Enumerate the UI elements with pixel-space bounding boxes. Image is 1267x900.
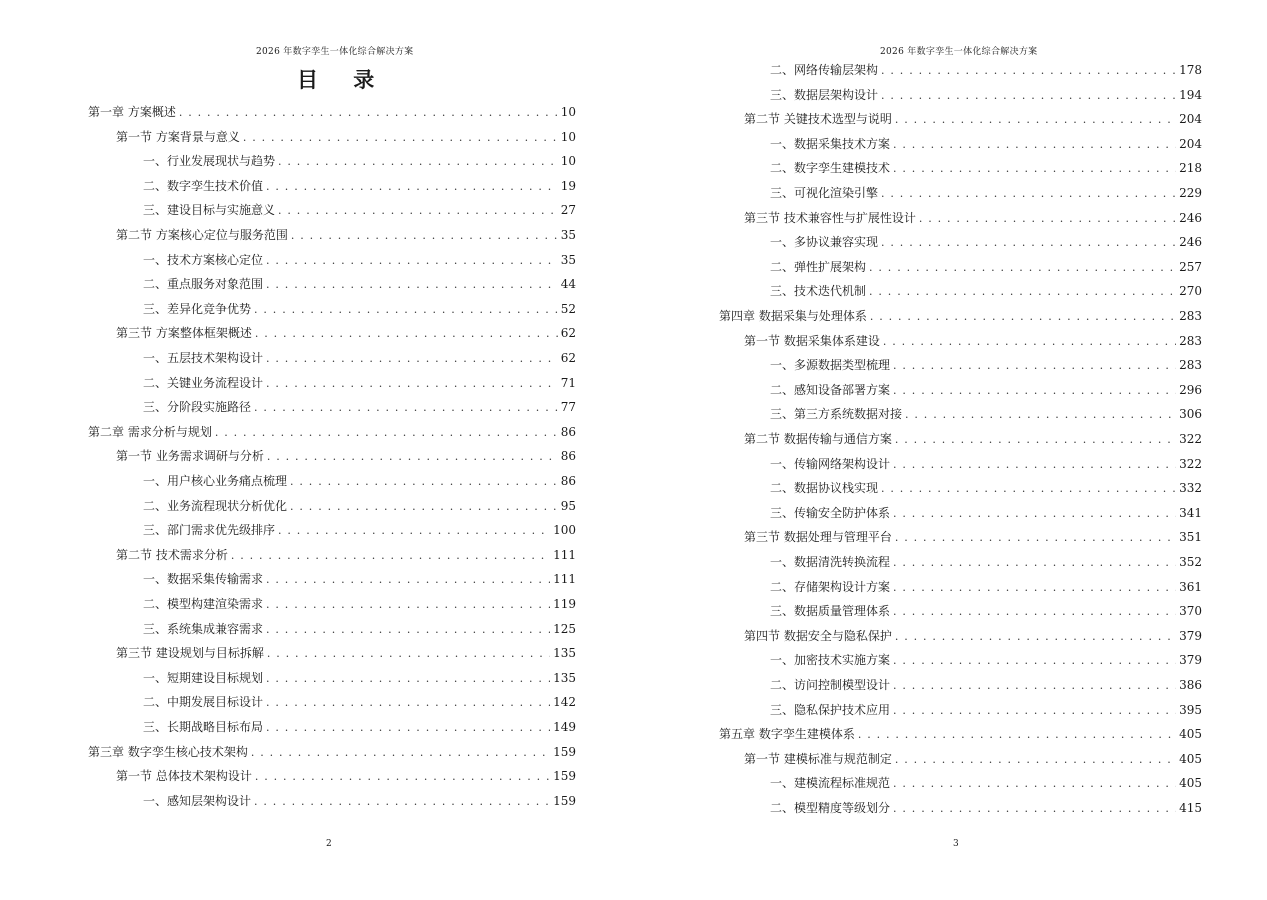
toc-entry-title: 二、数据协议栈实现 bbox=[770, 481, 879, 496]
toc-entry-page: 204 bbox=[1179, 136, 1202, 151]
toc-entry-title: 二、网络传输层架构 bbox=[770, 63, 879, 77]
toc-entry-title: 三、部门需求优先级排序 bbox=[143, 523, 276, 538]
toc-entry-page: 62 bbox=[560, 326, 576, 341]
toc-entry-page: 229 bbox=[1179, 186, 1202, 200]
toc-entry[interactable] bbox=[116, 768, 576, 784]
toc-entry-title: 二、访问控制模型设计 bbox=[770, 678, 891, 692]
toc-entry-page: 77 bbox=[560, 400, 576, 415]
toc-entry-title: 一、数据采集传输需求 bbox=[143, 572, 264, 587]
toc-entry-title: 第二节 关键技术选型与说明 bbox=[744, 112, 892, 127]
toc-leader-dots bbox=[893, 555, 1176, 571]
toc-entry[interactable] bbox=[744, 111, 1202, 127]
toc-entry-page: 283 bbox=[1179, 333, 1202, 348]
toc-entry-page: 71 bbox=[560, 375, 576, 390]
right-page bbox=[633, 0, 1267, 900]
toc-entry[interactable] bbox=[744, 628, 1202, 644]
toc-entry[interactable] bbox=[143, 670, 576, 686]
toc-entry-title: 一、数据采集技术方案 bbox=[770, 136, 891, 151]
toc-entry[interactable] bbox=[770, 456, 1202, 472]
toc-entry-page: 395 bbox=[1179, 702, 1202, 717]
toc-entry-title: 第二节 数据传输与通信方案 bbox=[744, 432, 892, 446]
toc-leader-dots bbox=[266, 671, 550, 687]
toc-entry-title: 一、五层技术架构设计 bbox=[143, 351, 264, 365]
toc-entry-title: 一、多协议兼容实现 bbox=[770, 235, 879, 250]
toc-entry-page: 270 bbox=[1179, 284, 1202, 299]
toc-entry[interactable] bbox=[116, 227, 576, 243]
toc-entry-title: 一、加密技术实施方案 bbox=[770, 653, 891, 668]
toc-leader-dots bbox=[251, 745, 550, 761]
toc-entry[interactable] bbox=[770, 62, 1202, 78]
toc-entry[interactable] bbox=[770, 382, 1202, 398]
left-page bbox=[0, 0, 633, 900]
toc-leader-dots bbox=[883, 334, 1176, 350]
toc-entry-title: 第一章 方案概述 bbox=[88, 105, 176, 119]
page-number: 3 bbox=[953, 839, 959, 849]
toc-entry-page: 351 bbox=[1179, 530, 1202, 545]
toc-entry-page: 370 bbox=[1179, 604, 1202, 619]
toc-entry[interactable] bbox=[770, 136, 1202, 152]
toc-leader-dots bbox=[215, 425, 558, 441]
toc-entry-page: 283 bbox=[1179, 309, 1202, 323]
toc-entry[interactable] bbox=[143, 301, 576, 317]
toc-entry-page: 194 bbox=[1179, 87, 1202, 102]
toc-entry[interactable] bbox=[744, 529, 1202, 545]
toc-entry-page: 159 bbox=[553, 744, 576, 759]
toc-entry[interactable] bbox=[143, 178, 576, 194]
toc-entry-page: 218 bbox=[1179, 161, 1202, 176]
toc-entry[interactable] bbox=[116, 547, 576, 563]
toc-leader-dots bbox=[895, 432, 1176, 448]
toc-entry-page: 100 bbox=[553, 523, 576, 538]
toc-entry-page: 352 bbox=[1179, 555, 1202, 569]
toc-entry-title: 第三节 数据处理与管理平台 bbox=[744, 530, 892, 545]
toc-leader-dots bbox=[243, 130, 558, 146]
toc-entry[interactable] bbox=[770, 775, 1202, 791]
toc-entry[interactable] bbox=[770, 234, 1202, 250]
toc-entry-title: 二、重点服务对象范围 bbox=[143, 277, 264, 292]
toc-leader-dots bbox=[893, 678, 1176, 694]
toc-entry[interactable] bbox=[770, 652, 1202, 668]
toc-entry[interactable] bbox=[744, 431, 1202, 447]
toc-leader-dots bbox=[290, 499, 558, 515]
toc-entry-title: 一、感知层架构设计 bbox=[143, 793, 252, 808]
toc-entry-page: 86 bbox=[560, 474, 576, 488]
toc-entry[interactable] bbox=[88, 424, 576, 440]
toc-leader-dots bbox=[266, 572, 550, 588]
toc-leader-dots bbox=[881, 481, 1176, 497]
toc-leader-dots bbox=[858, 727, 1176, 743]
toc-entry-page: 204 bbox=[1179, 112, 1202, 127]
toc-entry-page: 35 bbox=[560, 252, 576, 267]
toc-entry[interactable] bbox=[744, 333, 1202, 349]
toc-leader-dots bbox=[895, 629, 1176, 645]
toc-leader-dots bbox=[869, 284, 1176, 300]
toc-entry-page: 405 bbox=[1179, 776, 1202, 791]
toc-entry-page: 135 bbox=[553, 670, 576, 685]
toc-entry[interactable] bbox=[770, 87, 1202, 103]
toc-entry-title: 第四章 数据采集与处理体系 bbox=[719, 309, 867, 323]
toc-entry-page: 322 bbox=[1179, 432, 1202, 446]
toc-leader-dots bbox=[254, 302, 558, 318]
toc-entry-page: 322 bbox=[1179, 456, 1202, 471]
toc-entry-page: 135 bbox=[553, 646, 576, 661]
toc-entry-page: 19 bbox=[560, 178, 576, 193]
toc-leader-dots bbox=[266, 376, 558, 392]
toc-entry-page: 379 bbox=[1179, 653, 1202, 668]
toc-entry[interactable] bbox=[116, 129, 576, 145]
toc-leader-dots bbox=[893, 801, 1176, 817]
toc-entry[interactable] bbox=[116, 325, 576, 341]
toc-leader-dots bbox=[290, 474, 558, 490]
toc-entry[interactable] bbox=[770, 800, 1202, 816]
toc-entry[interactable] bbox=[143, 793, 576, 809]
toc-entry[interactable] bbox=[770, 480, 1202, 496]
toc-entry-title: 第三节 建设规划与目标拆解 bbox=[116, 646, 264, 661]
toc-entry-page: 178 bbox=[1179, 63, 1202, 77]
toc-entry-page: 111 bbox=[553, 547, 576, 562]
toc-entry-page: 415 bbox=[1179, 801, 1202, 815]
toc-leader-dots bbox=[266, 277, 558, 293]
toc-entry-title: 第一节 建模标准与规范制定 bbox=[744, 751, 892, 766]
toc-entry-title: 二、弹性扩展架构 bbox=[770, 259, 867, 274]
toc-entry[interactable] bbox=[744, 210, 1202, 226]
toc-leader-dots bbox=[266, 622, 550, 638]
toc-entry-page: 257 bbox=[1179, 259, 1202, 274]
toc-entry-title: 一、传输网络架构设计 bbox=[770, 456, 891, 471]
toc-entry-title: 二、模型构建渲染需求 bbox=[143, 597, 264, 611]
toc-entry[interactable] bbox=[143, 350, 576, 366]
toc-entry-title: 二、存储架构设计方案 bbox=[770, 579, 891, 594]
toc-entry-title: 一、行业发展现状与趋势 bbox=[143, 154, 276, 169]
toc-entry[interactable] bbox=[143, 473, 576, 489]
toc-leader-dots bbox=[893, 457, 1176, 473]
toc-entry-page: 86 bbox=[560, 449, 576, 464]
toc-leader-dots bbox=[255, 769, 550, 785]
toc-leader-dots bbox=[881, 186, 1176, 202]
toc-leader-dots bbox=[266, 351, 558, 367]
toc-leader-dots bbox=[255, 326, 558, 342]
toc-entry[interactable] bbox=[143, 202, 576, 218]
toc-leader-dots bbox=[266, 597, 550, 613]
toc-leader-dots bbox=[254, 400, 558, 416]
toc-entry-page: 159 bbox=[553, 793, 576, 808]
toc-title: 目 录 bbox=[297, 67, 389, 92]
toc-entry-page: 296 bbox=[1179, 382, 1202, 397]
running-header: 2026 年数字孪生一体化综合解决方案 bbox=[880, 47, 1038, 57]
toc-leader-dots bbox=[869, 260, 1176, 276]
toc-entry[interactable] bbox=[770, 185, 1202, 201]
toc-entry[interactable] bbox=[143, 276, 576, 292]
toc-entry[interactable] bbox=[88, 104, 576, 120]
toc-leader-dots bbox=[881, 88, 1176, 104]
toc-leader-dots bbox=[266, 253, 558, 269]
toc-entry-title: 一、多源数据类型梳理 bbox=[770, 358, 891, 373]
toc-leader-dots bbox=[895, 530, 1176, 546]
toc-leader-dots bbox=[893, 137, 1176, 153]
toc-leader-dots bbox=[254, 794, 550, 810]
toc-entry[interactable] bbox=[143, 252, 576, 268]
toc-entry-title: 三、数据层架构设计 bbox=[770, 87, 879, 102]
toc-entry-page: 27 bbox=[560, 203, 576, 218]
toc-entry-title: 二、数字孪生技术价值 bbox=[143, 178, 264, 193]
toc-leader-dots bbox=[881, 235, 1176, 251]
toc-leader-dots bbox=[893, 776, 1176, 792]
toc-leader-dots bbox=[266, 695, 550, 711]
toc-leader-dots bbox=[893, 161, 1176, 177]
toc-entry-title: 第四节 数据安全与隐私保护 bbox=[744, 628, 892, 643]
toc-entry-page: 86 bbox=[560, 424, 576, 439]
toc-entry-title: 三、建设目标与实施意义 bbox=[143, 203, 276, 218]
toc-leader-dots bbox=[893, 580, 1176, 596]
toc-entry-page: 361 bbox=[1179, 579, 1202, 594]
toc-entry[interactable] bbox=[143, 153, 576, 169]
toc-leader-dots bbox=[893, 358, 1176, 374]
toc-entry-page: 142 bbox=[553, 695, 576, 710]
toc-entry[interactable] bbox=[719, 726, 1202, 742]
toc-entry-page: 35 bbox=[560, 228, 576, 242]
toc-entry-title: 一、用户核心业务痛点梳理 bbox=[143, 474, 288, 488]
toc-entry-page: 44 bbox=[560, 277, 576, 292]
toc-leader-dots bbox=[881, 63, 1176, 79]
toc-entry-title: 第三节 技术兼容性与扩展性设计 bbox=[744, 210, 916, 225]
toc-entry-page: 149 bbox=[553, 720, 576, 734]
toc-entry[interactable] bbox=[143, 719, 576, 735]
running-header: 2026 年数字孪生一体化综合解决方案 bbox=[256, 47, 414, 57]
toc-entry-page: 10 bbox=[560, 154, 576, 169]
toc-entry[interactable] bbox=[143, 571, 576, 587]
toc-entry-page: 119 bbox=[553, 597, 576, 611]
toc-entry-page: 405 bbox=[1179, 727, 1202, 742]
toc-entry-title: 第三章 数字孪生核心技术架构 bbox=[88, 744, 248, 759]
toc-leader-dots bbox=[278, 523, 550, 539]
toc-entry[interactable] bbox=[770, 505, 1202, 521]
toc-entry[interactable] bbox=[116, 645, 576, 661]
toc-entry-page: 306 bbox=[1179, 407, 1202, 422]
toc-entry-title: 三、分阶段实施路径 bbox=[143, 400, 252, 415]
toc-leader-dots bbox=[893, 703, 1176, 719]
toc-entry-page: 246 bbox=[1179, 235, 1202, 250]
toc-entry-title: 一、技术方案核心定位 bbox=[143, 252, 264, 267]
toc-entry[interactable] bbox=[143, 498, 576, 514]
toc-entry-page: 283 bbox=[1179, 358, 1202, 373]
toc-leader-dots bbox=[291, 228, 558, 244]
toc-entry-title: 第三节 方案整体框架概述 bbox=[116, 326, 252, 341]
toc-entry-title: 三、数据质量管理体系 bbox=[770, 604, 891, 619]
toc-leader-dots bbox=[893, 604, 1176, 620]
toc-entry-title: 二、感知设备部署方案 bbox=[770, 382, 891, 397]
toc-entry-title: 三、技术迭代机制 bbox=[770, 284, 867, 299]
toc-entry-title: 第一节 总体技术架构设计 bbox=[116, 769, 252, 784]
toc-entry-title: 三、系统集成兼容需求 bbox=[143, 621, 264, 636]
toc-leader-dots bbox=[893, 653, 1176, 669]
toc-entry[interactable] bbox=[770, 406, 1202, 422]
toc-entry[interactable] bbox=[770, 554, 1202, 570]
toc-entry-title: 二、中期发展目标设计 bbox=[143, 695, 264, 710]
toc-entry-title: 第二节 技术需求分析 bbox=[116, 547, 228, 562]
toc-entry[interactable] bbox=[116, 448, 576, 464]
toc-entry[interactable] bbox=[770, 160, 1202, 176]
toc-entry-page: 95 bbox=[560, 498, 576, 513]
toc-entry-title: 三、可视化渲染引擎 bbox=[770, 186, 879, 200]
toc-leader-dots bbox=[893, 506, 1176, 522]
toc-entry-title: 第二章 需求分析与规划 bbox=[88, 424, 212, 439]
toc-entry-title: 三、传输安全防护体系 bbox=[770, 505, 891, 520]
toc-leader-dots bbox=[267, 449, 558, 465]
toc-leader-dots bbox=[905, 407, 1176, 423]
toc-entry-title: 第五章 数字孪生建模体系 bbox=[719, 727, 855, 742]
toc-entry-title: 三、差异化竞争优势 bbox=[143, 301, 252, 316]
toc-entry-title: 二、数字孪生建模技术 bbox=[770, 161, 891, 176]
toc-entry-page: 159 bbox=[553, 769, 576, 784]
toc-leader-dots bbox=[278, 154, 558, 170]
toc-entry[interactable] bbox=[143, 522, 576, 538]
toc-entry[interactable] bbox=[770, 677, 1202, 693]
toc-leader-dots bbox=[893, 383, 1176, 399]
toc-entry-page: 125 bbox=[553, 621, 576, 636]
toc-entry[interactable] bbox=[143, 375, 576, 391]
toc-entry[interactable] bbox=[770, 357, 1202, 373]
toc-leader-dots bbox=[895, 112, 1176, 128]
toc-entry-page: 386 bbox=[1179, 678, 1202, 692]
toc-entry[interactable] bbox=[770, 702, 1202, 718]
toc-entry-title: 第一节 数据采集体系建设 bbox=[744, 333, 880, 348]
toc-leader-dots bbox=[266, 720, 550, 736]
toc-leader-dots bbox=[267, 646, 550, 662]
toc-entry-page: 405 bbox=[1179, 751, 1202, 766]
toc-entry[interactable] bbox=[143, 399, 576, 415]
toc-entry-page: 246 bbox=[1179, 210, 1202, 225]
toc-leader-dots bbox=[870, 309, 1176, 325]
toc-entry[interactable] bbox=[143, 596, 576, 612]
toc-entry-title: 一、短期建设目标规划 bbox=[143, 670, 264, 685]
toc-entry[interactable] bbox=[744, 751, 1202, 767]
toc-entry-title: 第一节 业务需求调研与分析 bbox=[116, 449, 264, 464]
toc-entry[interactable] bbox=[143, 694, 576, 710]
toc-leader-dots bbox=[179, 105, 558, 121]
toc-entry-title: 一、数据清洗转换流程 bbox=[770, 555, 891, 569]
toc-entry-title: 二、业务流程现状分析优化 bbox=[143, 498, 288, 513]
toc-leader-dots bbox=[278, 203, 558, 219]
toc-leader-dots bbox=[266, 179, 558, 195]
toc-entry[interactable] bbox=[770, 603, 1202, 619]
toc-entry-page: 10 bbox=[560, 105, 576, 119]
toc-entry-page: 52 bbox=[560, 301, 576, 316]
toc-leader-dots bbox=[895, 752, 1176, 768]
toc-entry-page: 111 bbox=[553, 572, 576, 587]
toc-leader-dots bbox=[919, 211, 1176, 227]
toc-entry[interactable] bbox=[770, 579, 1202, 595]
toc-entry-title: 二、关键业务流程设计 bbox=[143, 375, 264, 390]
toc-entry-title: 一、建模流程标准规范 bbox=[770, 776, 891, 791]
toc-entry[interactable] bbox=[143, 621, 576, 637]
toc-entry-title: 第一节 方案背景与意义 bbox=[116, 129, 240, 144]
toc-entry-page: 379 bbox=[1179, 628, 1202, 643]
toc-entry-title: 二、模型精度等级划分 bbox=[770, 801, 891, 815]
toc-entry-page: 332 bbox=[1179, 481, 1202, 496]
toc-entry[interactable] bbox=[770, 259, 1202, 275]
toc-entry-title: 三、隐私保护技术应用 bbox=[770, 702, 891, 717]
toc-entry[interactable] bbox=[88, 744, 576, 760]
toc-entry-page: 341 bbox=[1179, 505, 1202, 520]
toc-entry-page: 10 bbox=[560, 129, 576, 144]
page-number: 2 bbox=[326, 839, 332, 849]
toc-entry-page: 62 bbox=[560, 351, 576, 365]
toc-entry[interactable] bbox=[770, 283, 1202, 299]
toc-leader-dots bbox=[231, 548, 550, 564]
toc-entry-title: 第二节 方案核心定位与服务范围 bbox=[116, 228, 288, 242]
toc-entry-title: 三、第三方系统数据对接 bbox=[770, 407, 903, 422]
toc-entry-title: 三、长期战略目标布局 bbox=[143, 720, 264, 734]
toc-entry[interactable] bbox=[719, 308, 1202, 324]
